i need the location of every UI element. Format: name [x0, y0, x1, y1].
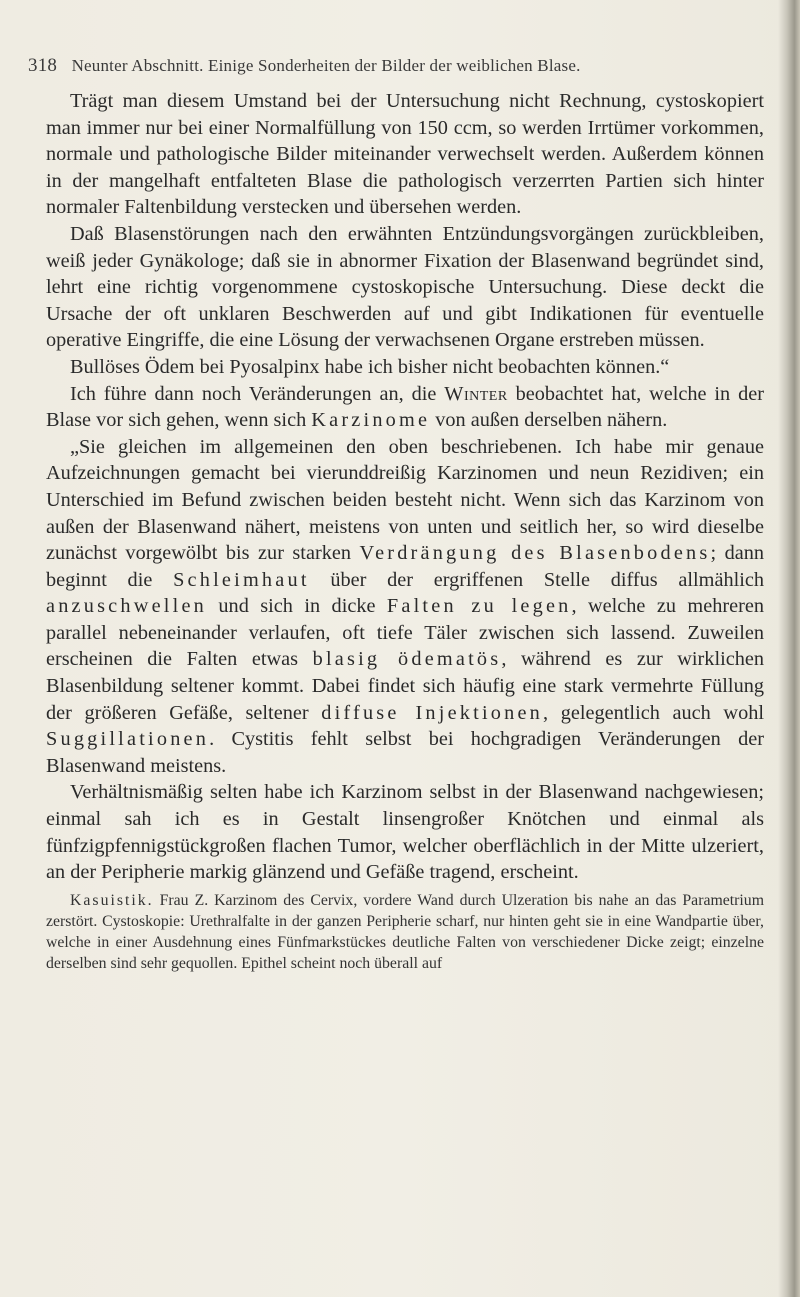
- text-run: und sich in dicke: [206, 595, 387, 618]
- emphasis-falten: Falten zu legen: [386, 595, 572, 618]
- kasuistik-label: Kasuistik.: [70, 891, 154, 909]
- text-run: . Cystitis fehlt selbst bei hochgradigen Veränderungen der Blasenwand meistens.: [46, 728, 764, 777]
- paragraph-4: [46, 381, 764, 434]
- page-edge-shadow: [778, 0, 800, 1297]
- text-run: ; dann beginnt die: [46, 542, 764, 591]
- emphasis-suggillationen: Suggillationen: [46, 728, 210, 751]
- text-run: , während es zur wirklichen Blasenbildung seltener kommt. Dabei findet sich häufig eine stark vermehrte Füllung der größeren Gefäße, seltener: [46, 648, 765, 724]
- text-run: , welche zu mehreren parallel nebeneinander verlaufen, oft tiefe Täler zwischen sich lassend. Zuweilen erscheinen die Falten etwas: [46, 595, 765, 671]
- emphasis-karzinome: Karzinome: [311, 409, 431, 432]
- paragraph-3: Bullöses Ödem bei Pyosalpinx habe ich bisher nicht beobachten können.“: [70, 355, 670, 378]
- text-run: Ich führe dann noch Veränderungen an, die: [70, 382, 445, 405]
- emphasis-diffuse: diffuse Injektionen: [321, 701, 544, 724]
- text-run: „Sie gleichen im allgemeinen den oben beschriebenen. Ich habe mir genaue Aufzeichnungen gemacht bei vierunddreißig Karzinomen und neun Rezidiven; ein Unterschied im Befund zwischen beiden besteht nicht. Wenn sich das Karzinom von außen der Blasenwand nähert, meistens von unten und seitlich her, so wird dieselbe zunächst vorgewölbt bis zur starken: [46, 435, 764, 565]
- kasuistik-paragraph: [46, 890, 764, 975]
- text-run: beobachtet hat, welche in der Blase vor sich gehen, wenn sich: [46, 382, 764, 432]
- running-header: [28, 55, 768, 77]
- paragraph-1: Trägt man diesem Umstand bei der Untersuchung nicht Rechnung, cystoskopiert man immer nur bei einer Normalfüllung von 150 ccm, so werden Irrtümer vorkommen, normale und pathologische Bilder miteinander verwechselt werden. Außerdem können in der mangelhaft entfalteten Blase die pathologisch verzerrten Partien sich hinter normaler Faltenbildung verstecken und übersehen werden.: [46, 90, 764, 219]
- text-run: , gelegentlich auch wohl: [543, 701, 764, 724]
- paragraph-5: [46, 434, 764, 780]
- paragraph-2: Daß Blasenstörungen nach den erwähnten Entzündungsvorgängen zurückbleiben, weiß jeder Gynäkologe; daß sie in abnormer Fixation der Blasenwand begründet sind, lehrt eine richtig vorgenommene cystoskopische Untersuchung. Diese deckt die Ursache der oft unklaren Beschwerden auf und gibt Indikationen für eventuelle operative Eingriffe, die eine Lösung der verwachsenen Organe erstreben müssen.: [46, 222, 764, 352]
- emphasis-schleimhaut: Schleimhaut: [173, 568, 310, 591]
- page-body: [46, 88, 764, 975]
- running-title: Neunter Abschnitt. Einige Sonderheiten der Bilder der weiblichen Blase.: [71, 56, 581, 75]
- page-number: 318: [28, 55, 58, 76]
- kasuistik-text: Frau Z. Karzinom des Cervix, vordere Wand durch Ulzeration bis nahe an das Parametrium zerstört. Cystoskopie: Urethralfalte in der ganzen Peripherie scharf, nur hinten geht sie in eine Wandpartie über, welche in einer Ausdehnung eines Fünfmarkstückes deutliche Falten von verschiedener Dicke zeigt; einzelne derselben sind sehr gequollen. Epithel scheint noch überall auf: [46, 891, 764, 973]
- author-name-winter: Winter: [444, 382, 508, 405]
- paragraph-6: Verhältnismäßig selten habe ich Karzinom selbst in der Blasenwand nachgewiesen; einmal sah ich es in Gestalt linsengroßer Knötchen und einmal als fünfzigpfennigstückgroßen flachen Tumor, welcher oberflächlich in der Mitte ulzeriert, an der Peripherie markig glänzend und Gefäße tragend, erscheint.: [46, 781, 764, 884]
- emphasis-blasig: blasig ödematös: [312, 648, 502, 671]
- emphasis-anzuschwellen: anzuschwellen: [46, 595, 207, 618]
- text-run: von außen derselben nähern.: [430, 409, 668, 432]
- emphasis-verdraengung: Verdrängung des Blasenbodens: [359, 542, 711, 565]
- text-run: über der ergriffenen Stelle diffus allmählich: [309, 568, 764, 591]
